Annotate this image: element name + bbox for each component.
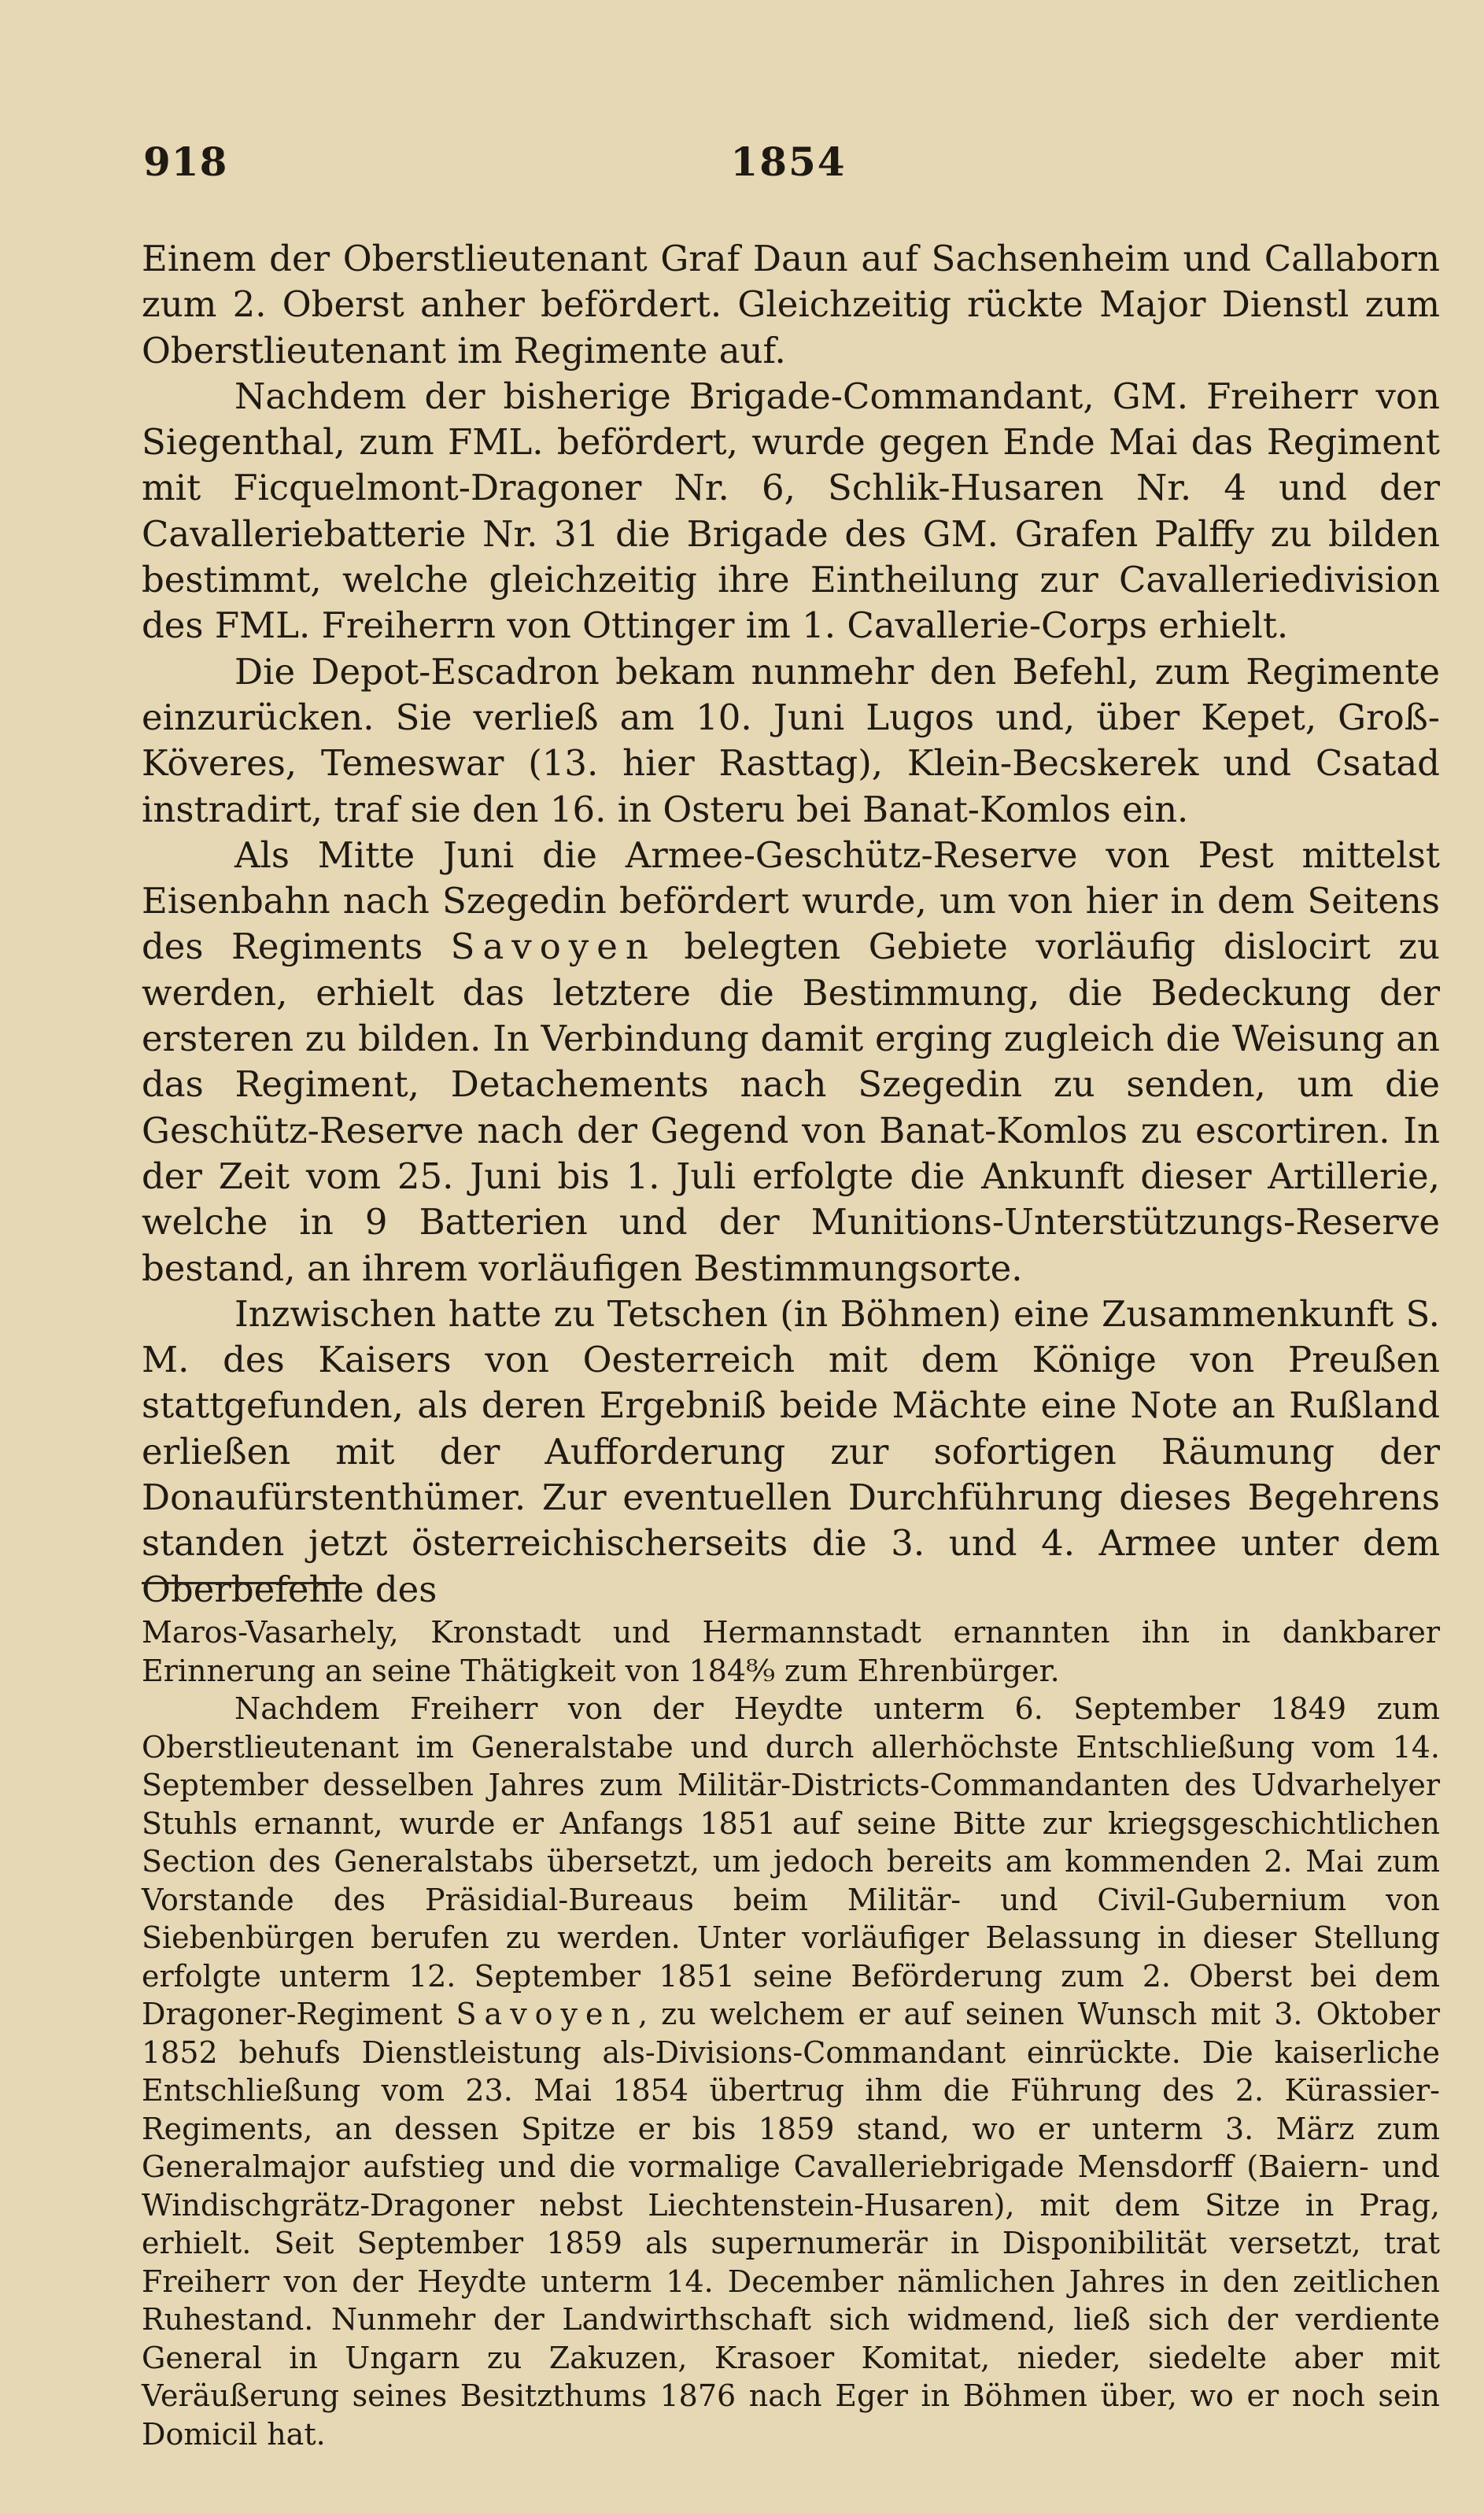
footnotes: [142, 1613, 1440, 2453]
paragraph-3: Die Depot-Escadron bekam nunmehr den Befehl, zum Regimente einzurücken. Sie verließ am 10. Juni Lugos und, über Kepet, Groß-Köveres, Temeswar (13. hier Rasttag), Klein-Becskerek und Csatad instradirt, traf sie den 16. in Osteru bei Banat-Komlos ein.: [142, 650, 1440, 830]
page-number: 918: [143, 139, 228, 185]
footnote-continuation: Maros-Vasarhely, Kronstadt und Hermannstadt ernannten ihn in dankbarer Erinnerung an seine Thätigkeit von 184⁸⁄₉ zum Ehrenbürger.: [142, 1615, 1440, 1688]
paragraph-5: Inzwischen hatte zu Tetschen (in Böhmen) eine Zusammenkunft S. M. des Kaisers von Oesterreich mit dem Könige von Preußen stattgefunden, als deren Ergebniß beide Mächte eine Note an Rußland erließen mit der Aufforderung zur sofortigen Räumung der Donaufürstenthümer. Zur eventuellen Durchführung dieses Begehrens standen jetzt österreichischerseits die 3. und 4. Armee unter dem Oberbefehle des: [142, 1292, 1440, 1610]
footnote-regiment-name-savoyen: Savoyen: [456, 1997, 638, 2031]
paragraph-4-part-2: belegten Gebiete vorläufig dislocirt zu werden, erhielt das letztere die Bestimmung, die Bedeckung der ersteren zu bilden. In Verbindung damit erging zugleich die Weisung an das Regiment, Detachements nach Szegedin zu senden, um die Geschütz-Reserve nach der Gegend von Banat-Komlos zu escortiren. In der Zeit vom 25. Juni bis 1. Juli erfolgte die Ankunft dieser Artillerie, welche in 9 Batterien und der Munitions-Unterstützungs-Reserve bestand, an ihrem vorläufigen Bestimmungsorte.: [142, 926, 1440, 1289]
regiment-name-savoyen: Savoyen: [450, 926, 656, 968]
footnote-heydte: [142, 1690, 1440, 2453]
running-head-year: 1854: [730, 139, 847, 185]
footnote-divider: [142, 1582, 346, 1584]
footnote-heydte-part-1: Nachdem Freiherr von der Heydte unterm 6. September 1849 zum Oberstlieutenant im Generalstabe und durch allerhöchste Entschließung vom 14. September desselben Jahres zum Militär-Districts-Commandanten des Udvarhelyer Stuhls ernannt, wurde er Anfangs 1851 auf seine Bitte zur kriegsgeschichtlichen Section des Generalstabs übersetzt, um jedoch bereits am kommenden 2. Mai zum Vorstande des Präsidial-Bureaus beim Militär- und Civil-Gubernium von Siebenbürgen berufen zu werden. Unter vorläufiger Belassung in dieser Stellung erfolgte unterm 12. September 1851 seine Beförderung zum 2. Oberst bei dem Dragoner-Regiment: [142, 1691, 1440, 2031]
main-text: [142, 236, 1440, 1613]
footnote-heydte-part-2: , zu welchem er auf seinen Wunsch mit 3. Oktober 1852 behufs Dienstleistung als-Divisions-Commandant einrückte. Die kaiserliche Entschließung vom 23. Mai 1854 übertrug ihm die Führung des 2. Kürassier-Regiments, an dessen Spitze er bis 1859 stand, wo er unterm 3. März zum Generalmajor aufstieg und die vormalige Cavalleriebrigade Mensdorff (Baiern- und Windischgrätz-Dragoner nebst Liechtenstein-Husaren), mit dem Sitze in Prag, erhielt. Seit September 1859 als supernumerär in Disponibilität versetzt, trat Freiherr von der Heydte unterm 14. December nämlichen Jahres in den zeitlichen Ruhestand. Nunmehr der Landwirthschaft sich widmend, ließ sich der verdiente General in Ungarn zu Zakuzen, Krasoer Komitat, nieder, siedelte aber mit Veräußerung seines Besitzthums 1876 nach Eger in Böhmen über, wo er noch sein Domicil hat.: [142, 1997, 1440, 2452]
paragraph-2: Nachdem der bisherige Brigade-Commandant, GM. Freiherr von Siegenthal, zum FML. befördert, wurde gegen Ende Mai das Regiment mit Ficquelmont-Dragoner Nr. 6, Schlik-Husaren Nr. 4 und der Cavalleriebatterie Nr. 31 die Brigade des GM. Grafen Palffy zu bilden bestimmt, welche gleichzeitig ihre Eintheilung zur Cavalleriedivision des FML. Freiherrn von Ottinger im 1. Cavallerie-Corps erhielt.: [142, 375, 1440, 647]
paragraph-1: Einem der Oberstlieutenant Graf Daun auf Sachsenheim und Callaborn zum 2. Oberst anher befördert. Gleichzeitig rückte Major Dienstl zum Oberstlieutenant im Regimente auf.: [142, 238, 1440, 371]
paragraph-4-part-1: Als Mitte Juni die Armee-Geschütz-Reserve von Pest mittelst Eisenbahn nach Szegedin befördert wurde, um von hier in dem Seitens des Regiments: [142, 833, 1440, 968]
paragraph-4: [142, 833, 1440, 1292]
page-header: [143, 139, 1434, 194]
